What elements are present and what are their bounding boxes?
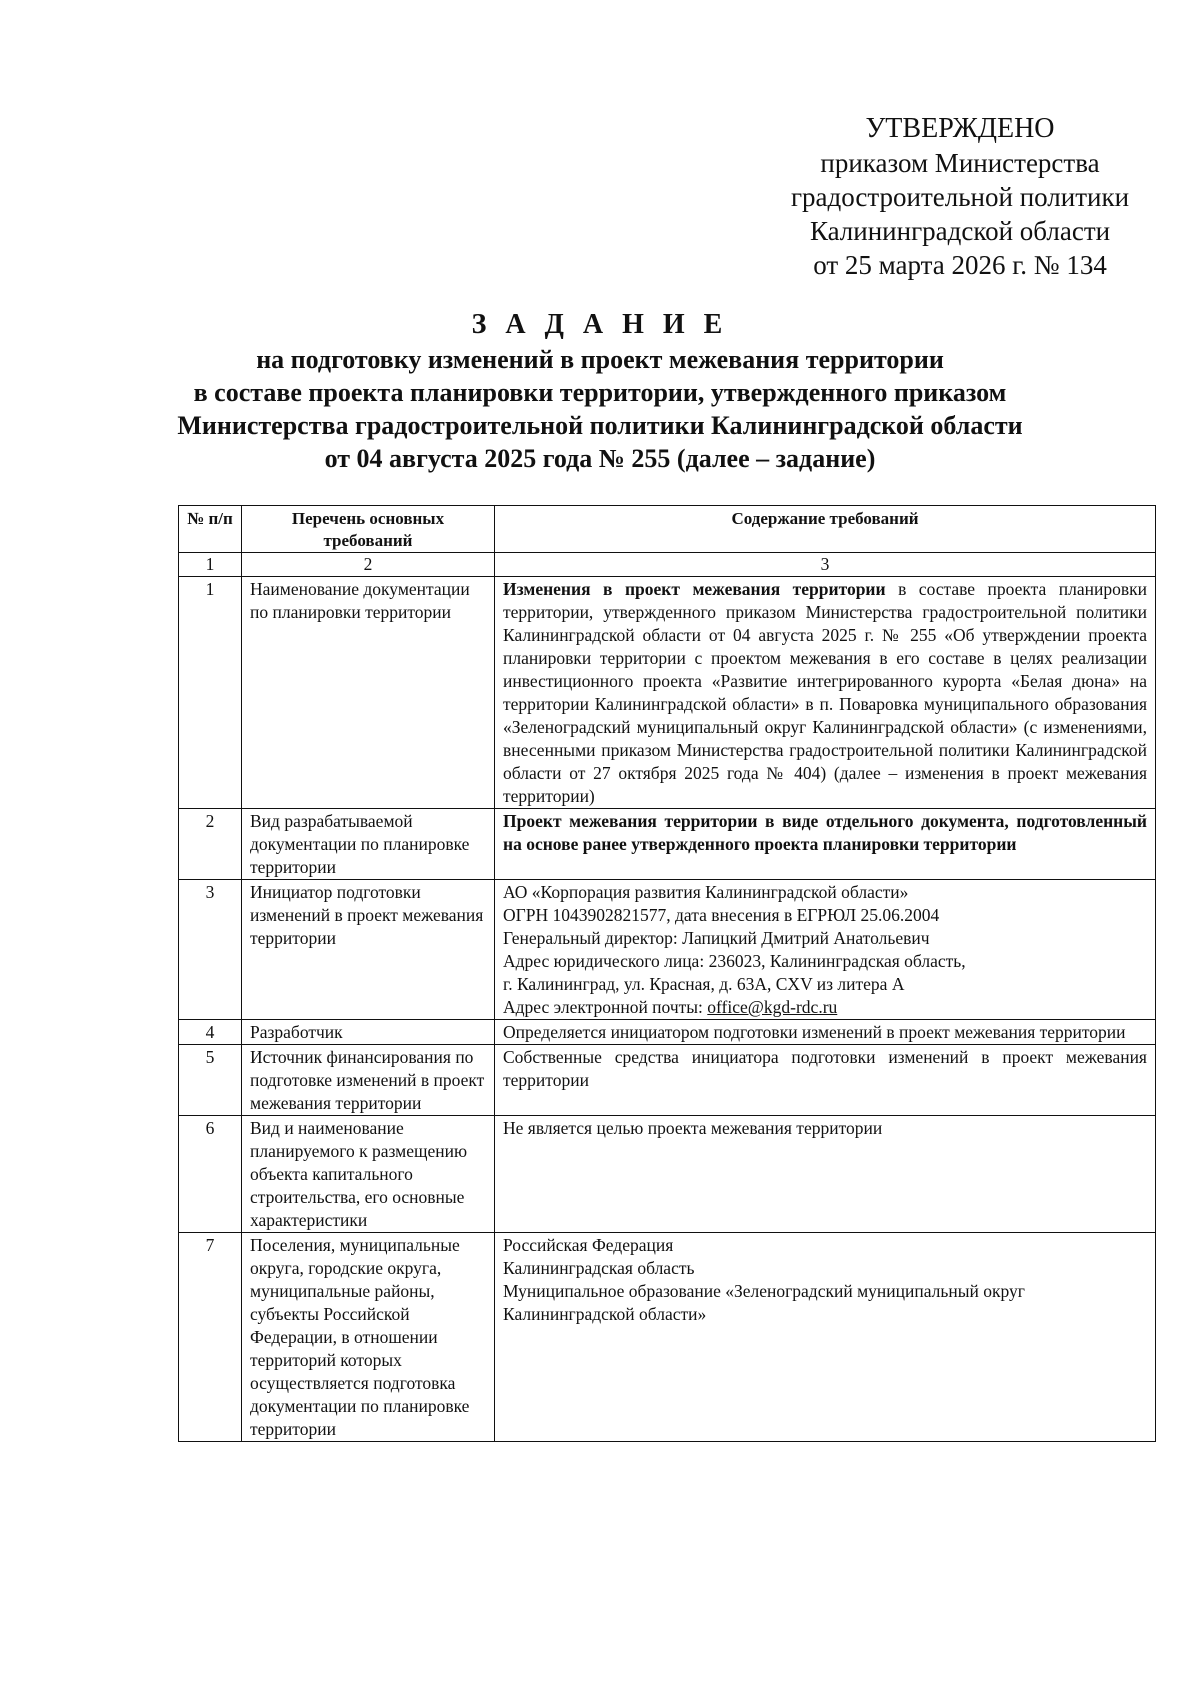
approval-line: градостроительной политики (790, 182, 1130, 212)
row-requirement: Разработчик (242, 1020, 495, 1045)
header-requirement: Перечень основных требований (242, 506, 495, 553)
table-row (179, 1045, 1156, 1116)
header-num: № п/п (179, 506, 242, 553)
approval-line: приказом Министерства (820, 148, 1100, 178)
territory-line: Муниципальное образование «Зеленоградский муниципальный округ Калининградской области» (503, 1281, 1025, 1324)
title-line: в составе проекта планировки территории, утвержденного приказом (193, 378, 1007, 407)
row-content: Определяется инициатором подготовки изменений в проект межевания территории (495, 1020, 1156, 1045)
header-content: Содержание требований (495, 506, 1156, 553)
initiator-ogrn: ОГРН 1043902821577, дата внесения в ЕГРЮЛ 25.06.2004 (503, 905, 940, 925)
row-num: 5 (179, 1045, 242, 1116)
initiator-name: АО «Корпорация развития Калининградской области» (503, 882, 909, 902)
initiator-address-cont: г. Калининград, ул. Красная, д. 63А, CXV из литера А (503, 974, 905, 994)
approval-line: Калининградской области (809, 216, 1111, 246)
index-cell: 3 (495, 553, 1156, 577)
territory-line: Российская Федерация (503, 1235, 674, 1255)
index-cell: 2 (242, 553, 495, 577)
row-requirement: Вид и наименование планируемого к размещению объекта капитального строительства, его основные характеристики (242, 1116, 495, 1233)
table-row (179, 577, 1156, 809)
row-requirement: Вид разрабатываемой документации по планировке территории (242, 809, 495, 880)
table-header-row (179, 506, 1156, 553)
row-num: 6 (179, 1116, 242, 1233)
table-row (179, 1020, 1156, 1045)
requirements-table (178, 505, 1156, 1442)
approval-stamp (780, 112, 1140, 282)
index-cell: 1 (179, 553, 242, 577)
title-line: Министерства градостроительной политики Калининградской области (177, 411, 1023, 440)
table-row (179, 880, 1156, 1020)
row-requirement: Наименование документации по планировки территории (242, 577, 495, 809)
row-requirement: Поселения, муниципальные округа, городские округа, муниципальные районы, субъекты Российской Федерации, в отношении территорий которых осуществляется подготовка документации по планировке территории (242, 1233, 495, 1442)
table-index-row (179, 553, 1156, 577)
row-num: 1 (179, 577, 242, 809)
row-content-text: в составе проекта планировки территории, утвержденного приказом Министерства градостроительной политики Калининградской области от 04 августа 2025 г. № 255 «Об утверждении проекта планировки территории с проектом межевания в его составе в целях реализации инвестиционного проекта «Развитие интегрированного курорта «Белая дюна» на территории Калининградской области» в п. Поваровка муниципального образования «Зеленоградский муниципальный округ Калининградской области» (с изменениями, внесенными приказом Министерства градостроительной политики Калининградской области от 27 октября 2025 года № 404) (далее – изменения в проект межевания территории) (503, 579, 1147, 806)
row-content: Собственные средства инициатора подготовки изменений в проект межевания территории (495, 1045, 1156, 1116)
approval-line: от 25 марта 2026 г. № 134 (813, 250, 1107, 280)
title-line: от 04 августа 2025 года № 255 (далее – задание) (324, 444, 876, 473)
row-requirement: Источник финансирования по подготовке изменений в проект межевания территории (242, 1045, 495, 1116)
title-main: З А Д А Н И Е (471, 309, 729, 340)
row-content-bold: Изменения в проект межевания территории (503, 579, 886, 599)
approval-heading: УТВЕРЖДЕНО (865, 113, 1055, 144)
row-content (495, 1233, 1156, 1442)
email-label: Адрес электронной почты: (503, 997, 708, 1017)
row-content (495, 577, 1156, 809)
territory-line: Калининградская область (503, 1258, 695, 1278)
table-row (179, 1233, 1156, 1442)
row-num: 3 (179, 880, 242, 1020)
row-content (495, 880, 1156, 1020)
table-row (179, 809, 1156, 880)
initiator-email-line (503, 996, 1147, 1019)
document-title (160, 308, 1040, 475)
initiator-address: Адрес юридического лица: 236023, Калининградская область, (503, 951, 966, 971)
row-content: Не является целью проекта межевания территории (495, 1116, 1156, 1233)
title-line: на подготовку изменений в проект межевания территории (256, 345, 944, 374)
row-content: Проект межевания территории в виде отдельного документа, подготовленный на основе ранее утвержденного проекта планировки территории (495, 809, 1156, 880)
table-row (179, 1116, 1156, 1233)
initiator-director: Генеральный директор: Лапицкий Дмитрий Анатольевич (503, 928, 930, 948)
row-requirement: Инициатор подготовки изменений в проект межевания территории (242, 880, 495, 1020)
row-num: 7 (179, 1233, 242, 1442)
email-link[interactable]: office@kgd-rdc.ru (707, 997, 838, 1017)
row-num: 4 (179, 1020, 242, 1045)
row-num: 2 (179, 809, 242, 880)
